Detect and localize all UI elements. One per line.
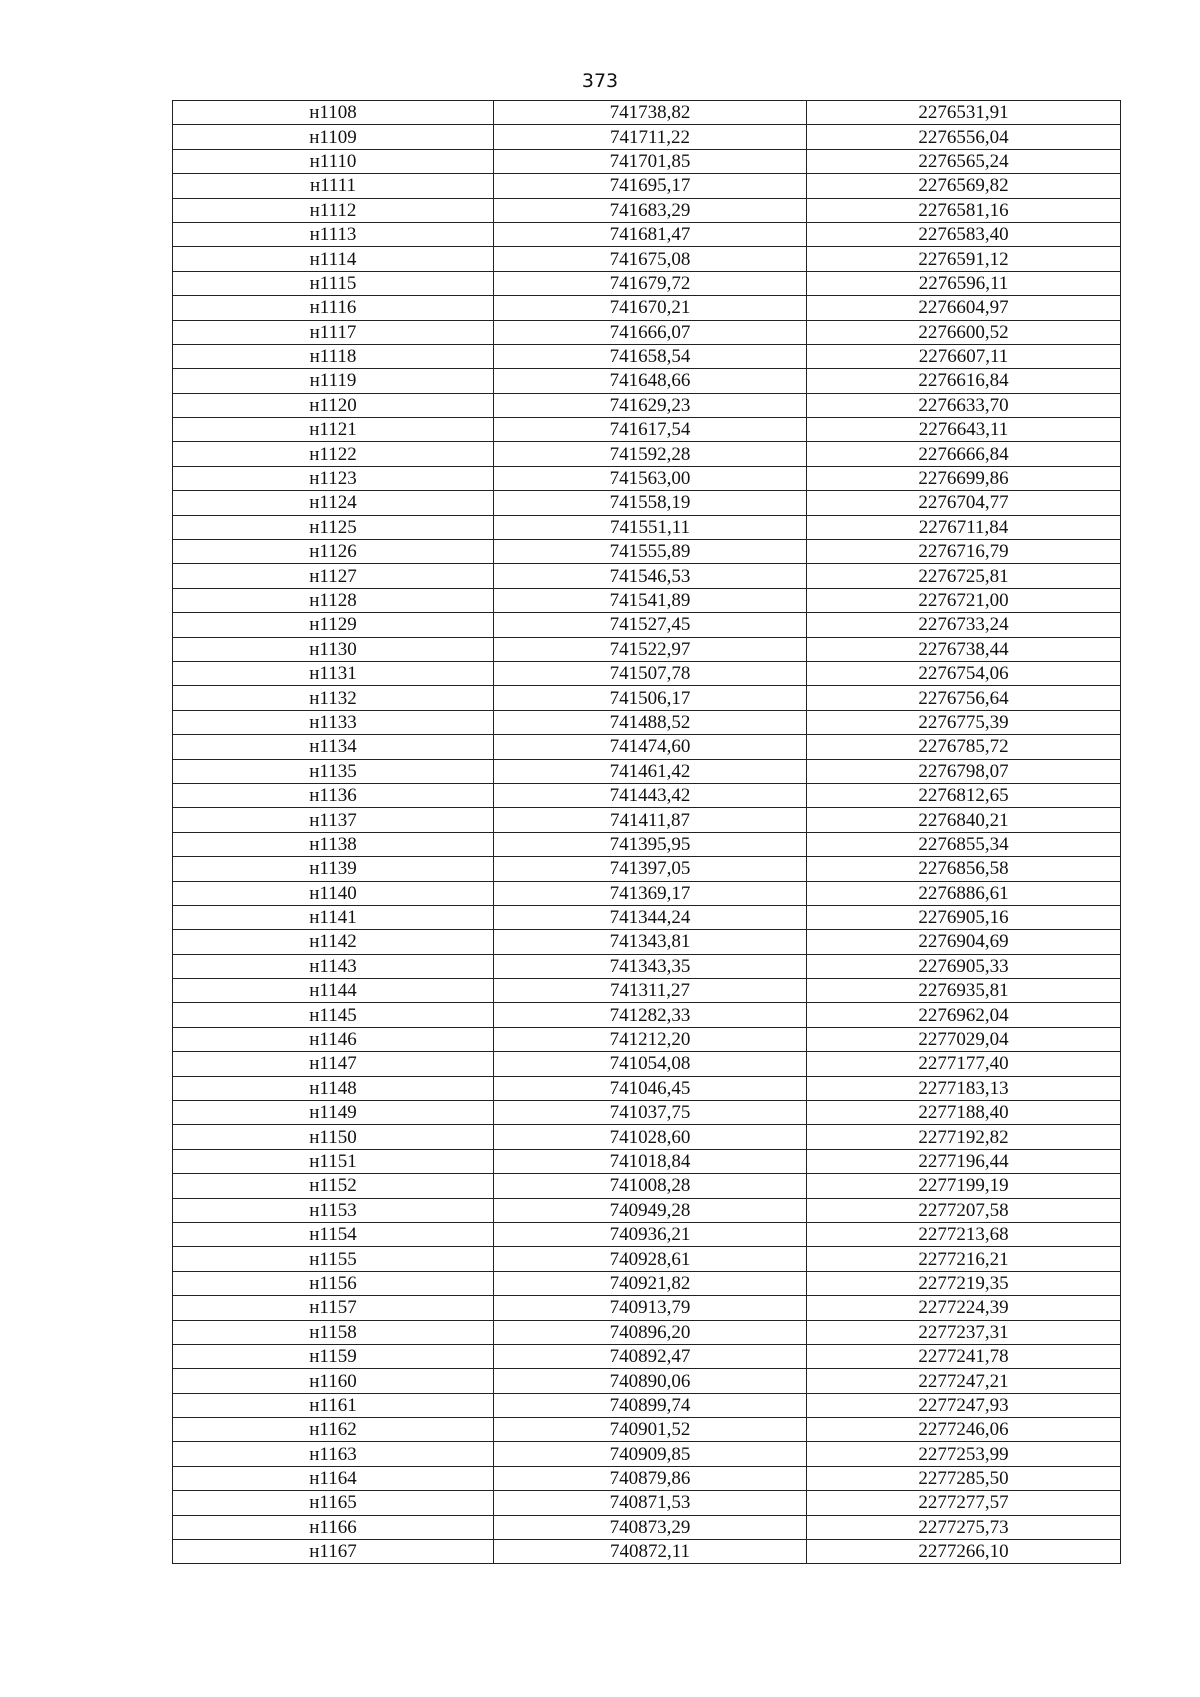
point-id-cell: н1134 xyxy=(173,735,494,759)
point-id-cell: н1149 xyxy=(173,1101,494,1125)
table-row xyxy=(173,735,1121,759)
y-coordinate-cell: 2276721,00 xyxy=(807,588,1121,612)
x-coordinate-cell: 741369,17 xyxy=(494,881,807,905)
y-coordinate-cell: 2276962,04 xyxy=(807,1003,1121,1027)
y-coordinate-cell: 2276591,12 xyxy=(807,247,1121,271)
point-id-cell: н1126 xyxy=(173,540,494,564)
x-coordinate-cell: 741282,33 xyxy=(494,1003,807,1027)
y-coordinate-cell: 2276855,34 xyxy=(807,832,1121,856)
y-coordinate-cell: 2276569,82 xyxy=(807,174,1121,198)
table-row xyxy=(173,466,1121,490)
point-id-cell: н1121 xyxy=(173,418,494,442)
x-coordinate-cell: 740872,11 xyxy=(494,1540,807,1564)
point-id-cell: н1130 xyxy=(173,637,494,661)
table-row xyxy=(173,1515,1121,1539)
point-id-cell: н1151 xyxy=(173,1149,494,1173)
point-id-cell: н1159 xyxy=(173,1344,494,1368)
x-coordinate-cell: 741474,60 xyxy=(494,735,807,759)
table-row xyxy=(173,1369,1121,1393)
point-id-cell: н1148 xyxy=(173,1076,494,1100)
table-row xyxy=(173,588,1121,612)
table-row xyxy=(173,881,1121,905)
y-coordinate-cell: 2277266,10 xyxy=(807,1540,1121,1564)
y-coordinate-cell: 2276666,84 xyxy=(807,442,1121,466)
x-coordinate-cell: 741397,05 xyxy=(494,857,807,881)
table-row xyxy=(173,1418,1121,1442)
table-row xyxy=(173,759,1121,783)
y-coordinate-cell: 2276886,61 xyxy=(807,881,1121,905)
x-coordinate-cell: 741629,23 xyxy=(494,393,807,417)
table-row xyxy=(173,1149,1121,1173)
point-id-cell: н1164 xyxy=(173,1466,494,1490)
table-row xyxy=(173,344,1121,368)
y-coordinate-cell: 2276856,58 xyxy=(807,857,1121,881)
y-coordinate-cell: 2276600,52 xyxy=(807,320,1121,344)
y-coordinate-cell: 2276798,07 xyxy=(807,759,1121,783)
table-row xyxy=(173,1442,1121,1466)
y-coordinate-cell: 2276733,24 xyxy=(807,613,1121,637)
point-id-cell: н1165 xyxy=(173,1491,494,1515)
table-row xyxy=(173,1174,1121,1198)
point-id-cell: н1125 xyxy=(173,515,494,539)
x-coordinate-cell: 740936,21 xyxy=(494,1222,807,1246)
table-row xyxy=(173,125,1121,149)
x-coordinate-cell: 741679,72 xyxy=(494,271,807,295)
x-coordinate-cell: 741311,27 xyxy=(494,979,807,1003)
y-coordinate-cell: 2276565,24 xyxy=(807,149,1121,173)
y-coordinate-cell: 2276711,84 xyxy=(807,515,1121,539)
table-row xyxy=(173,149,1121,173)
point-id-cell: н1162 xyxy=(173,1418,494,1442)
table-row xyxy=(173,1027,1121,1051)
point-id-cell: н1128 xyxy=(173,588,494,612)
point-id-cell: н1115 xyxy=(173,271,494,295)
x-coordinate-cell: 741344,24 xyxy=(494,905,807,929)
table-row xyxy=(173,1003,1121,1027)
point-id-cell: н1166 xyxy=(173,1515,494,1539)
x-coordinate-cell: 740873,29 xyxy=(494,1515,807,1539)
y-coordinate-cell: 2276738,44 xyxy=(807,637,1121,661)
y-coordinate-cell: 2276633,70 xyxy=(807,393,1121,417)
point-id-cell: н1154 xyxy=(173,1222,494,1246)
x-coordinate-cell: 741443,42 xyxy=(494,783,807,807)
x-coordinate-cell: 741037,75 xyxy=(494,1101,807,1125)
point-id-cell: н1160 xyxy=(173,1369,494,1393)
y-coordinate-cell: 2277199,19 xyxy=(807,1174,1121,1198)
table-row xyxy=(173,271,1121,295)
point-id-cell: н1118 xyxy=(173,344,494,368)
y-coordinate-cell: 2277183,13 xyxy=(807,1076,1121,1100)
x-coordinate-cell: 741648,66 xyxy=(494,369,807,393)
point-id-cell: н1137 xyxy=(173,808,494,832)
y-coordinate-cell: 2276716,79 xyxy=(807,540,1121,564)
x-coordinate-cell: 741343,81 xyxy=(494,930,807,954)
point-id-cell: н1152 xyxy=(173,1174,494,1198)
y-coordinate-cell: 2276596,11 xyxy=(807,271,1121,295)
y-coordinate-cell: 2276607,11 xyxy=(807,344,1121,368)
table-row xyxy=(173,540,1121,564)
table-row xyxy=(173,783,1121,807)
x-coordinate-cell: 740949,28 xyxy=(494,1198,807,1222)
table-row xyxy=(173,930,1121,954)
y-coordinate-cell: 2277247,93 xyxy=(807,1393,1121,1417)
y-coordinate-cell: 2276604,97 xyxy=(807,296,1121,320)
point-id-cell: н1142 xyxy=(173,930,494,954)
point-id-cell: н1109 xyxy=(173,125,494,149)
y-coordinate-cell: 2276775,39 xyxy=(807,710,1121,734)
y-coordinate-cell: 2277177,40 xyxy=(807,1052,1121,1076)
x-coordinate-cell: 741046,45 xyxy=(494,1076,807,1100)
y-coordinate-cell: 2276704,77 xyxy=(807,491,1121,515)
y-coordinate-cell: 2277247,21 xyxy=(807,1369,1121,1393)
table-row xyxy=(173,1393,1121,1417)
point-id-cell: н1157 xyxy=(173,1296,494,1320)
table-row xyxy=(173,1296,1121,1320)
x-coordinate-cell: 741527,45 xyxy=(494,613,807,637)
point-id-cell: н1111 xyxy=(173,174,494,198)
y-coordinate-cell: 2277253,99 xyxy=(807,1442,1121,1466)
point-id-cell: н1119 xyxy=(173,369,494,393)
x-coordinate-cell: 741018,84 xyxy=(494,1149,807,1173)
x-coordinate-cell: 741343,35 xyxy=(494,954,807,978)
x-coordinate-cell: 741411,87 xyxy=(494,808,807,832)
table-row xyxy=(173,1052,1121,1076)
x-coordinate-cell: 741563,00 xyxy=(494,466,807,490)
point-id-cell: н1158 xyxy=(173,1320,494,1344)
table-row xyxy=(173,832,1121,856)
x-coordinate-cell: 740909,85 xyxy=(494,1442,807,1466)
table-row xyxy=(173,1271,1121,1295)
table-row xyxy=(173,710,1121,734)
x-coordinate-cell: 741695,17 xyxy=(494,174,807,198)
x-coordinate-cell: 740879,86 xyxy=(494,1466,807,1490)
x-coordinate-cell: 740928,61 xyxy=(494,1247,807,1271)
point-id-cell: н1113 xyxy=(173,222,494,246)
table-row xyxy=(173,637,1121,661)
y-coordinate-cell: 2276616,84 xyxy=(807,369,1121,393)
table-row xyxy=(173,1247,1121,1271)
table-row xyxy=(173,222,1121,246)
table-row xyxy=(173,198,1121,222)
point-id-cell: н1112 xyxy=(173,198,494,222)
y-coordinate-cell: 2277213,68 xyxy=(807,1222,1121,1246)
table-row xyxy=(173,1320,1121,1344)
x-coordinate-cell: 740896,20 xyxy=(494,1320,807,1344)
x-coordinate-cell: 741711,22 xyxy=(494,125,807,149)
table-row xyxy=(173,442,1121,466)
x-coordinate-cell: 740892,47 xyxy=(494,1344,807,1368)
y-coordinate-cell: 2277188,40 xyxy=(807,1101,1121,1125)
point-id-cell: н1139 xyxy=(173,857,494,881)
y-coordinate-cell: 2277246,06 xyxy=(807,1418,1121,1442)
table-row xyxy=(173,613,1121,637)
y-coordinate-cell: 2276785,72 xyxy=(807,735,1121,759)
y-coordinate-cell: 2277237,31 xyxy=(807,1320,1121,1344)
x-coordinate-cell: 741507,78 xyxy=(494,661,807,685)
table-row xyxy=(173,954,1121,978)
page-number: 373 xyxy=(581,70,619,92)
table-row xyxy=(173,564,1121,588)
table-row xyxy=(173,1540,1121,1564)
y-coordinate-cell: 2276905,16 xyxy=(807,905,1121,929)
x-coordinate-cell: 741028,60 xyxy=(494,1125,807,1149)
point-id-cell: н1136 xyxy=(173,783,494,807)
x-coordinate-cell: 741681,47 xyxy=(494,222,807,246)
y-coordinate-cell: 2276581,16 xyxy=(807,198,1121,222)
y-coordinate-cell: 2276556,04 xyxy=(807,125,1121,149)
coordinates-table xyxy=(172,100,1121,1564)
x-coordinate-cell: 741666,07 xyxy=(494,320,807,344)
table-row xyxy=(173,1198,1121,1222)
x-coordinate-cell: 741555,89 xyxy=(494,540,807,564)
point-id-cell: н1147 xyxy=(173,1052,494,1076)
x-coordinate-cell: 741675,08 xyxy=(494,247,807,271)
table-row xyxy=(173,979,1121,1003)
x-coordinate-cell: 740921,82 xyxy=(494,1271,807,1295)
point-id-cell: н1132 xyxy=(173,686,494,710)
table-row xyxy=(173,174,1121,198)
y-coordinate-cell: 2276699,86 xyxy=(807,466,1121,490)
table-row xyxy=(173,101,1121,125)
y-coordinate-cell: 2276583,40 xyxy=(807,222,1121,246)
x-coordinate-cell: 741522,97 xyxy=(494,637,807,661)
table-row xyxy=(173,661,1121,685)
table-row xyxy=(173,393,1121,417)
point-id-cell: н1141 xyxy=(173,905,494,929)
x-coordinate-cell: 741546,53 xyxy=(494,564,807,588)
table-row xyxy=(173,515,1121,539)
x-coordinate-cell: 741683,29 xyxy=(494,198,807,222)
point-id-cell: н1120 xyxy=(173,393,494,417)
point-id-cell: н1161 xyxy=(173,1393,494,1417)
point-id-cell: н1163 xyxy=(173,1442,494,1466)
y-coordinate-cell: 2276840,21 xyxy=(807,808,1121,832)
table-row xyxy=(173,686,1121,710)
y-coordinate-cell: 2277224,39 xyxy=(807,1296,1121,1320)
y-coordinate-cell: 2276756,64 xyxy=(807,686,1121,710)
x-coordinate-cell: 741541,89 xyxy=(494,588,807,612)
table-row xyxy=(173,1466,1121,1490)
x-coordinate-cell: 741488,52 xyxy=(494,710,807,734)
table-row xyxy=(173,418,1121,442)
x-coordinate-cell: 741461,42 xyxy=(494,759,807,783)
x-coordinate-cell: 741212,20 xyxy=(494,1027,807,1051)
table-row xyxy=(173,247,1121,271)
table-row xyxy=(173,491,1121,515)
y-coordinate-cell: 2276905,33 xyxy=(807,954,1121,978)
table-row xyxy=(173,1125,1121,1149)
x-coordinate-cell: 740899,74 xyxy=(494,1393,807,1417)
y-coordinate-cell: 2277196,44 xyxy=(807,1149,1121,1173)
point-id-cell: н1110 xyxy=(173,149,494,173)
y-coordinate-cell: 2277285,50 xyxy=(807,1466,1121,1490)
y-coordinate-cell: 2277275,73 xyxy=(807,1515,1121,1539)
x-coordinate-cell: 741658,54 xyxy=(494,344,807,368)
x-coordinate-cell: 740871,53 xyxy=(494,1491,807,1515)
table-row xyxy=(173,857,1121,881)
table-row xyxy=(173,1076,1121,1100)
table-row xyxy=(173,369,1121,393)
table-row xyxy=(173,905,1121,929)
point-id-cell: н1155 xyxy=(173,1247,494,1271)
y-coordinate-cell: 2276935,81 xyxy=(807,979,1121,1003)
x-coordinate-cell: 740901,52 xyxy=(494,1418,807,1442)
point-id-cell: н1124 xyxy=(173,491,494,515)
point-id-cell: н1131 xyxy=(173,661,494,685)
x-coordinate-cell: 741670,21 xyxy=(494,296,807,320)
point-id-cell: н1153 xyxy=(173,1198,494,1222)
point-id-cell: н1156 xyxy=(173,1271,494,1295)
y-coordinate-cell: 2277029,04 xyxy=(807,1027,1121,1051)
table-row xyxy=(173,1491,1121,1515)
y-coordinate-cell: 2276643,11 xyxy=(807,418,1121,442)
point-id-cell: н1123 xyxy=(173,466,494,490)
table-row xyxy=(173,808,1121,832)
point-id-cell: н1116 xyxy=(173,296,494,320)
x-coordinate-cell: 740890,06 xyxy=(494,1369,807,1393)
point-id-cell: н1167 xyxy=(173,1540,494,1564)
point-id-cell: н1138 xyxy=(173,832,494,856)
table-row xyxy=(173,1101,1121,1125)
table-row xyxy=(173,1222,1121,1246)
y-coordinate-cell: 2277241,78 xyxy=(807,1344,1121,1368)
x-coordinate-cell: 741617,54 xyxy=(494,418,807,442)
point-id-cell: н1108 xyxy=(173,101,494,125)
y-coordinate-cell: 2276812,65 xyxy=(807,783,1121,807)
point-id-cell: н1144 xyxy=(173,979,494,1003)
point-id-cell: н1117 xyxy=(173,320,494,344)
point-id-cell: н1133 xyxy=(173,710,494,734)
point-id-cell: н1122 xyxy=(173,442,494,466)
point-id-cell: н1135 xyxy=(173,759,494,783)
y-coordinate-cell: 2276904,69 xyxy=(807,930,1121,954)
x-coordinate-cell: 741558,19 xyxy=(494,491,807,515)
y-coordinate-cell: 2276725,81 xyxy=(807,564,1121,588)
y-coordinate-cell: 2277219,35 xyxy=(807,1271,1121,1295)
y-coordinate-cell: 2276531,91 xyxy=(807,101,1121,125)
point-id-cell: н1127 xyxy=(173,564,494,588)
x-coordinate-cell: 741506,17 xyxy=(494,686,807,710)
point-id-cell: н1114 xyxy=(173,247,494,271)
y-coordinate-cell: 2276754,06 xyxy=(807,661,1121,685)
point-id-cell: н1146 xyxy=(173,1027,494,1051)
y-coordinate-cell: 2277192,82 xyxy=(807,1125,1121,1149)
x-coordinate-cell: 741738,82 xyxy=(494,101,807,125)
y-coordinate-cell: 2277216,21 xyxy=(807,1247,1121,1271)
x-coordinate-cell: 741551,11 xyxy=(494,515,807,539)
point-id-cell: н1129 xyxy=(173,613,494,637)
point-id-cell: н1145 xyxy=(173,1003,494,1027)
table-row xyxy=(173,296,1121,320)
x-coordinate-cell: 741008,28 xyxy=(494,1174,807,1198)
table-row xyxy=(173,320,1121,344)
point-id-cell: н1143 xyxy=(173,954,494,978)
x-coordinate-cell: 741395,95 xyxy=(494,832,807,856)
x-coordinate-cell: 741592,28 xyxy=(494,442,807,466)
x-coordinate-cell: 740913,79 xyxy=(494,1296,807,1320)
point-id-cell: н1140 xyxy=(173,881,494,905)
x-coordinate-cell: 741701,85 xyxy=(494,149,807,173)
x-coordinate-cell: 741054,08 xyxy=(494,1052,807,1076)
table-row xyxy=(173,1344,1121,1368)
y-coordinate-cell: 2277207,58 xyxy=(807,1198,1121,1222)
point-id-cell: н1150 xyxy=(173,1125,494,1149)
y-coordinate-cell: 2277277,57 xyxy=(807,1491,1121,1515)
coordinates-table-body xyxy=(173,101,1121,1564)
